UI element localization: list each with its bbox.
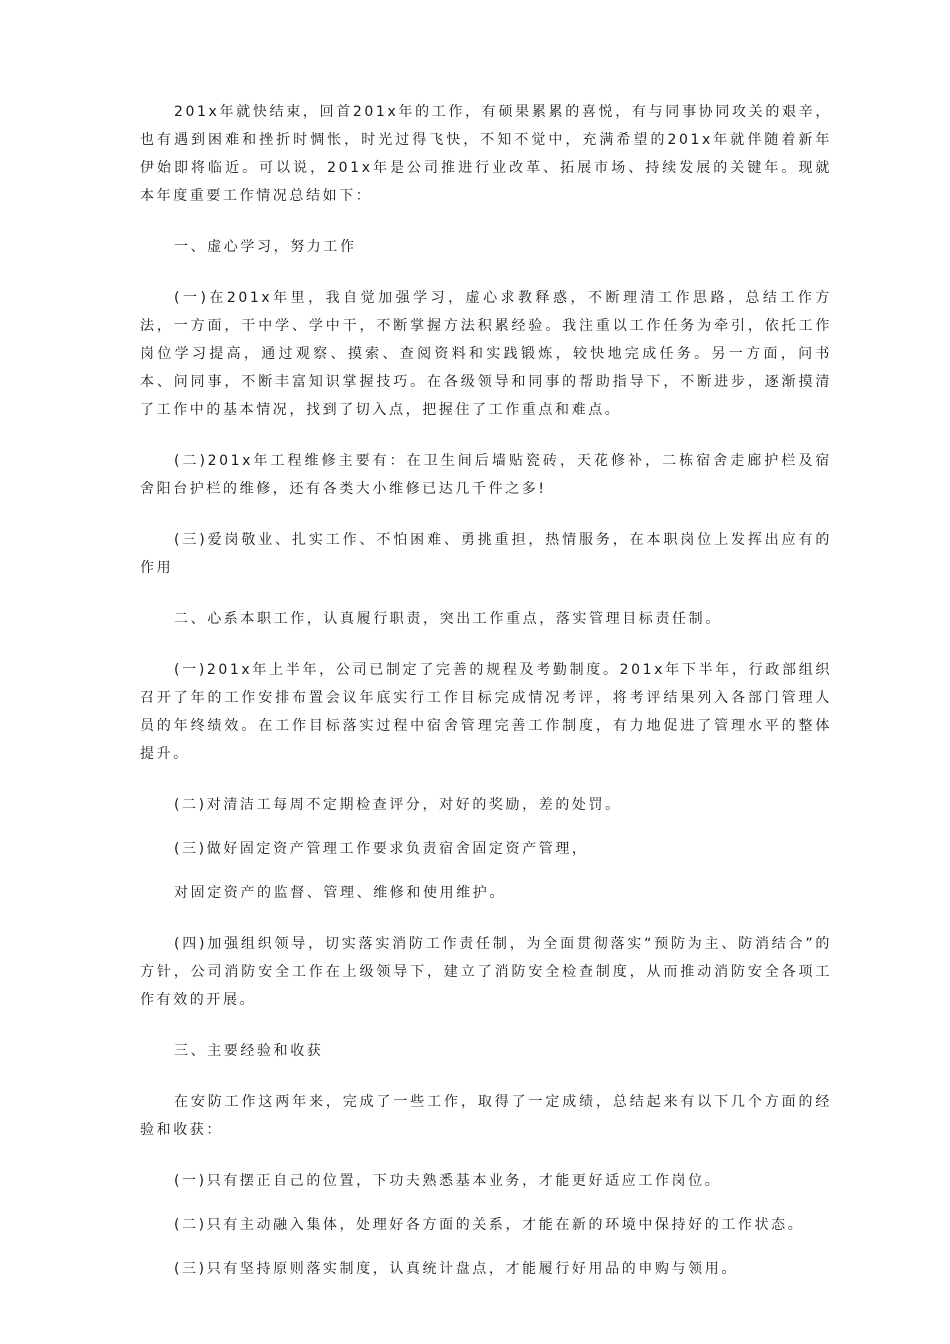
paragraph-3-1: (一)只有摆正自己的位置，下功夫熟悉基本业务，才能更好适应工作岗位。 [174, 1173, 722, 1189]
paragraph-2-3-cont: 对固定资产的监督、管理、维修和使用维护。 [174, 885, 506, 901]
paragraph-1-1: (一)在201x年里，我自觉加强学习，虚心求教释惑，不断理清工作思路，总结工作方法，一方面，干中学、学中干，不断掌握方法积累经验。我注重以工作任务为牵引，依托工作岗位学习提高，通过观察、摸索、查阅资料和实践锻炼，较快地完成任务。另一方面，问书本、问同事，不断丰富知识掌握技巧。在各级领导和同事的帮助指导下，不断进步，逐渐摸清了工作中的基本情况，找到了切入点，把握住了工作重点和难点。 [140, 290, 832, 418]
paragraph-3-2: (二)只有主动融入集体，处理好各方面的关系，才能在新的环境中保持好的工作状态。 [174, 1217, 805, 1233]
paragraph-2-3: (三)做好固定资产管理工作要求负责宿舍固定资产管理， [174, 841, 589, 857]
paragraph-2-2: (二)对清洁工每周不定期检查评分，对好的奖励，差的处罚。 [174, 797, 622, 813]
paragraph-3-intro: 在安防工作这两年来，完成了一些工作，取得了一定成绩，总结起来有以下几个方面的经验和收获： [140, 1094, 832, 1138]
paragraph-1-2: (二)201x年工程维修主要有：在卫生间后墙贴瓷砖，天花修补，二栋宿舍走廊护栏及宿舍阳台护栏的维修，还有各类大小维修已达几千件之多! [140, 453, 832, 497]
section-heading-3: 三、主要经验和收获 [174, 1043, 324, 1059]
section-heading-2: 二、心系本职工作，认真履行职责，突出工作重点，落实管理目标责任制。 [174, 611, 722, 627]
paragraph-2-4: (四)加强组织领导，切实落实消防工作责任制，为全面贯彻落实“预防为主、防消结合”的方针，公司消防安全工作在上级领导下，建立了消防安全检查制度，从而推动消防安全各项工作有效的开展。 [140, 936, 832, 1008]
section-heading-1: 一、虚心学习，努力工作 [174, 239, 357, 255]
paragraph-2-1: (一)201x年上半年，公司已制定了完善的规程及考勤制度。201x年下半年，行政部组织召开了年的工作安排布置会议年底实行工作目标完成情况考评，将考评结果列入各部门管理人员的年终绩效。在工作目标落实过程中宿舍管理完善工作制度，有力地促进了管理水平的整体提升。 [140, 662, 832, 762]
intro-paragraph: 201x年就快结束，回首201x年的工作，有硕果累累的喜悦，有与同事协同攻关的艰辛，也有遇到困难和挫折时惆怅，时光过得飞快，不知不觉中，充满希望的201x年就伴随着新年伊始即将临近。可以说，201x年是公司推进行业改革、拓展市场、持续发展的关键年。现就本年度重要工作情况总结如下： [140, 104, 832, 204]
document-page [140, 98, 832, 1283]
paragraph-3-3: (三)只有坚持原则落实制度，认真统计盘点，才能履行好用品的申购与领用。 [174, 1261, 738, 1277]
paragraph-1-3: (三)爱岗敬业、扎实工作、不怕困难、勇挑重担，热情服务，在本职岗位上发挥出应有的作用 [140, 532, 832, 576]
